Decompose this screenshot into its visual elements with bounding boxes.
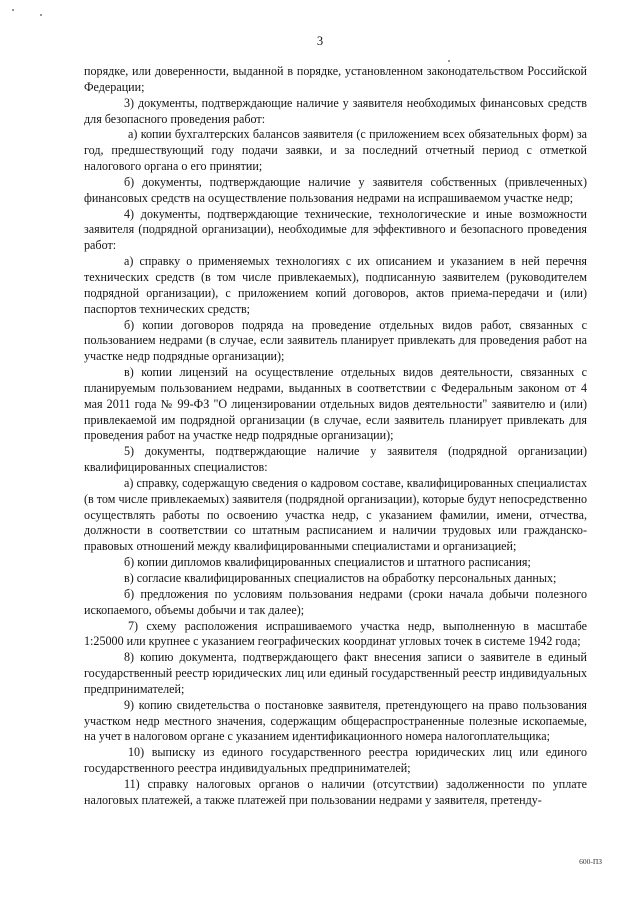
paragraph-item-9: 9) копию свидетельства о постановке заявителя, претендующего на право пользования участком недр местного значения, содержащим общераспространенные полезные ископаемые, на учет в налоговом органе с указанием идентификационного номера налогоплательщика; — [84, 697, 587, 744]
paragraph-item-11: 11) справку налоговых органов о наличии (отсутствии) задолженности по уплате налоговых платежей, а также платежей при пользовании недрами у заявителя, претенду- — [84, 776, 587, 807]
paragraph-item-4v: в) копии лицензий на осуществление отдельных видов деятельности, связанных с планируемым пользованием недрами, выданных в соответствии с Федеральным законом от 4 мая 2011 года № 99-ФЗ "О лицензировании отдельных видов деятельности" заявителю и (или) привлекаемой им подрядной организации (в случае, если заявитель планирует привлекать для проведения работ на участке недр подрядные организации); — [84, 365, 587, 443]
paragraph-item-4a: а) справку о применяемых технологиях с их описанием и указанием в ней перечня технических средств (в том числе привлекаемых), подписанную заявителем (руководителем подрядной организации), с приложением копий договоров, актов приема-передачи и (или) паспортов технических средств; — [84, 254, 587, 316]
paragraph-item-3: 3) документы, подтверждающие наличие у заявителя необходимых финансовых средств для безопасного проведения работ: — [84, 95, 587, 126]
paragraph-item-5v: в) согласие квалифицированных специалистов на обработку персональных данных; — [124, 571, 557, 585]
paragraph-item-10: 10) выписку из единого государственного реестра юридических лиц или единого государственного реестра индивидуальных предпринимателей; — [84, 745, 587, 776]
paragraph-item-7: 7) схему расположения испрашиваемого участка недр, выполненную в масштабе 1:25000 или крупнее с указанием географических координат угловых точек в системе 1942 года; — [84, 618, 587, 649]
paragraph-item-5: 5) документы, подтверждающие наличие у заявителя (подрядной организации) квалифицированных специалистов: — [84, 444, 587, 475]
scan-speck — [40, 14, 42, 16]
paragraph-continuation: порядке, или доверенности, выданной в порядке, установленном законодательством Российской Федерации; — [84, 64, 587, 94]
paragraph-item-8: 8) копию документа, подтверждающего факт внесения записи о заявителе в единый государственный реестр юридических лиц или единый государственный реестр индивидуальных предпринимателей; — [84, 650, 587, 696]
paragraph-item-6: б) предложения по условиям пользования недрами (сроки начала добычи полезного ископаемого, объемы добычи и так далее); — [84, 586, 587, 617]
page-number: 3 — [316, 34, 324, 48]
scan-speck — [448, 60, 450, 62]
paragraph-item-5b: б) копии дипломов квалифицированных специалистов и штатного расписания; — [124, 555, 531, 570]
paragraph-item-5a: а) справку, содержащую сведения о кадровом составе, квалифицированных специалистах (в том числе привлекаемых) заявителя (подрядной организации), которые будут непосредственно осуществлять работы по освоению участка недр, с указанием фамилии, имени, отчества, должности в соответствии со штатным расписанием и наличии трудовых или гражданско-правовых отношений между квалифицированными специалистами и организацией; — [84, 475, 587, 554]
paragraph-item-3a: а) копии бухгалтерских балансов заявителя (с приложением всех обязательных форм) за год, предшествующий году подачи заявки, и за последний отчетный период с отметкой налогового органа о его принятии; — [84, 127, 587, 174]
paragraph-item-4: 4) документы, подтверждающие технические, технологические и иные возможности заявителя (подрядной организации), необходимые для эффективного и безопасного проведения работ: — [84, 206, 587, 253]
document-body — [84, 64, 587, 809]
paragraph-item-3b: б) документы, подтверждающие наличие у заявителя собственных (привлеченных) финансовых средств на осуществление пользования недрами на испрашиваемом участке недр; — [84, 174, 587, 205]
paragraph-item-4b: б) копии договоров подряда на проведение отдельных видов работ, связанных с пользованием недрами (в случае, если заявитель планирует привлекать для проведения работ на участке недр подрядные организации); — [84, 317, 587, 364]
footer-document-code: 600-ПЗ — [579, 857, 602, 866]
scan-speck — [12, 9, 14, 11]
